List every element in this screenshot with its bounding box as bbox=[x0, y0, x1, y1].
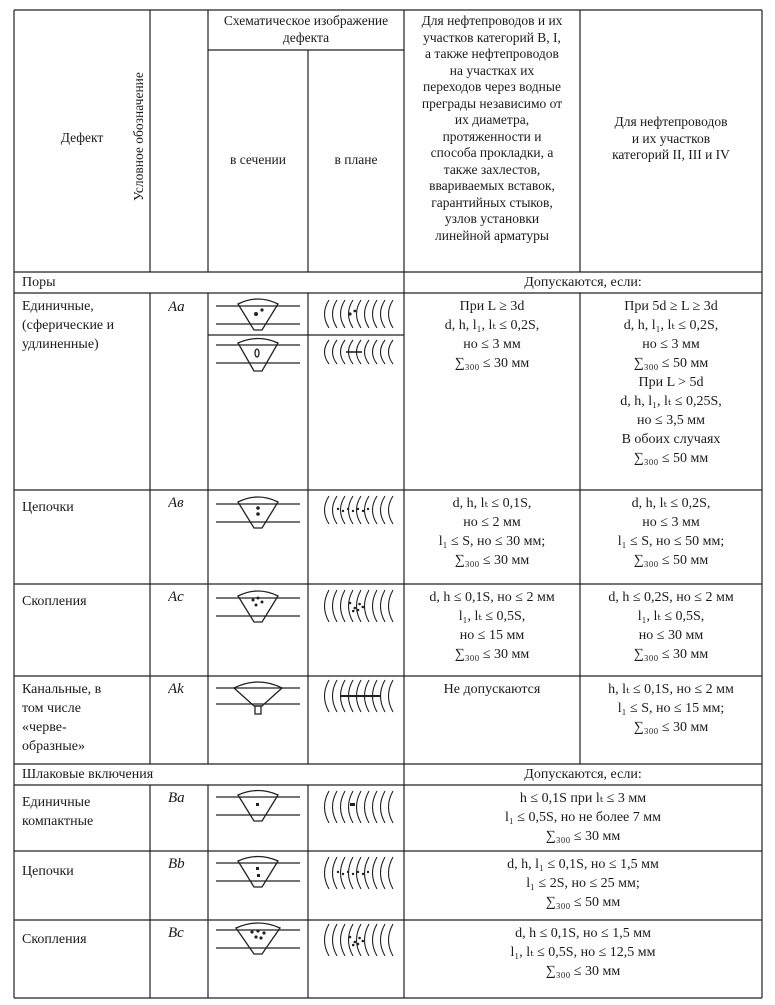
criteria-cat-b: h, lₜ ≤ 0,1S, но ≤ 2 мм l₁ ≤ S, но ≤ 15 мм; ∑₃₀₀ ≤ 30 мм bbox=[608, 682, 734, 735]
criteria-cat-b: При 5d ≥ L ≥ 3d d, h, l₁, lₜ ≤ 0,2S, но ≤ 3 мм ∑₃₀₀ ≤ 50 мм При L > 5d d, h, l₁, lₜ ≤ 0,25S, но ≤ 3,5 мм В обоих случаях ∑₃₀₀ ≤ 50 мм bbox=[620, 299, 722, 466]
section-slag: Шлаковые включения bbox=[22, 767, 154, 782]
criteria-cat-b: d, h ≤ 0,2S, но ≤ 2 мм l₁, lₜ ≤ 0,5S, но ≤ 30 мм ∑₃₀₀ ≤ 30 мм bbox=[608, 590, 734, 662]
defect-symbol: Aв bbox=[168, 495, 184, 511]
header-designation: Условное обозначение bbox=[131, 72, 146, 201]
defect-name-single-compact: Единичные компактные bbox=[22, 795, 94, 829]
criteria-cat-b: d, h, lₜ ≤ 0,2S, но ≤ 3 мм l₁ ≤ S, но ≤ 50 мм; ∑₃₀₀ ≤ 50 мм bbox=[617, 496, 725, 568]
header-defect: Дефект bbox=[60, 130, 104, 145]
defect-symbol: Bc bbox=[168, 925, 184, 941]
defect-symbol: Ak bbox=[168, 681, 184, 697]
defect-name-single: Единичные, (сферические и удлиненные) bbox=[22, 299, 115, 352]
criteria-cat-a: Не допускаются bbox=[443, 682, 541, 697]
section-sketch-pore-spherical bbox=[212, 296, 304, 334]
defect-name-clusters: Скопления bbox=[22, 594, 87, 609]
section-sketch-pore-channel bbox=[212, 680, 304, 720]
defect-name-channel: Канальные, в том числе «черве- образные» bbox=[22, 682, 102, 754]
plan-sketch-pore-spherical bbox=[318, 298, 398, 330]
criteria-cat-a: d, h ≤ 0,1S, но ≤ 2 мм l₁, lₜ ≤ 0,5S, но ≤ 15 мм ∑₃₀₀ ≤ 30 мм bbox=[429, 590, 555, 662]
defect-name-chains: Цепочки bbox=[22, 864, 74, 879]
header-category-a: Для нефтепроводов и их участков категорий B, I, а также нефтепроводов на участках их переходов через водные преграды независимо от их диаметра, протяженности и способа прокладки, а также захлестов, ввариваемых вставок, гарантийных стыков, узлов установки линейной арматуры bbox=[421, 13, 563, 243]
section-pores: Поры bbox=[22, 275, 56, 290]
section-sketch-slag-cluster bbox=[212, 922, 304, 960]
header-category-b: Для нефтепроводов и их участков категорий II, III и IV bbox=[612, 114, 730, 162]
header-in-plan: в плане bbox=[334, 152, 378, 167]
plan-sketch-slag-cluster bbox=[318, 922, 398, 958]
plan-sketch-pore-cluster bbox=[318, 588, 398, 624]
plan-sketch-slag-single bbox=[318, 789, 398, 825]
plan-sketch-slag-chain bbox=[318, 855, 398, 891]
plan-sketch-pore-channel bbox=[318, 678, 398, 714]
section-sketch-pore-chain bbox=[212, 494, 304, 532]
defect-symbol: Aa bbox=[168, 299, 185, 315]
section-sketch-slag-single bbox=[212, 789, 304, 827]
section-sketch-pore-cluster bbox=[212, 588, 304, 626]
plan-sketch-pore-elongated bbox=[318, 338, 398, 366]
plan-sketch-pore-chain bbox=[318, 494, 398, 526]
criteria-all-categories: d, h ≤ 0,1S, но ≤ 1,5 мм l₁, lₜ ≤ 0,5S, но ≤ 12,5 мм ∑₃₀₀ ≤ 30 мм bbox=[510, 926, 656, 979]
defect-name-chains: Цепочки bbox=[22, 500, 74, 515]
defect-symbol: Bb bbox=[168, 856, 185, 872]
criteria-cat-a: d, h, lₜ ≤ 0,1S, но ≤ 2 мм l₁ ≤ S, но ≤ 30 мм; ∑₃₀₀ ≤ 30 мм bbox=[438, 496, 546, 568]
section-sketch-slag-chain bbox=[212, 855, 304, 893]
header-in-section: в сечении bbox=[229, 152, 287, 167]
section-slag-allowed: Допускаются, если: bbox=[524, 767, 642, 782]
defect-symbol: Ac bbox=[168, 589, 184, 605]
criteria-cat-a: При L ≥ 3d d, h, l₁, lₜ ≤ 0,2S, но ≤ 3 мм ∑₃₀₀ ≤ 30 мм bbox=[444, 299, 540, 371]
criteria-all-categories: d, h, l₁ ≤ 0,1S, но ≤ 1,5 мм l₁ ≤ 2S, но ≤ 25 мм; ∑₃₀₀ ≤ 50 мм bbox=[507, 857, 659, 910]
section-sketch-pore-elongated bbox=[212, 337, 304, 375]
criteria-all-categories: h ≤ 0,1S при lₜ ≤ 3 мм l₁ ≤ 0,5S, но не более 7 мм ∑₃₀₀ ≤ 30 мм bbox=[504, 791, 661, 844]
section-pores-allowed: Допускаются, если: bbox=[524, 275, 642, 290]
defect-name-clusters: Скопления bbox=[22, 932, 87, 947]
header-schematic: Схематическое изображение дефекта bbox=[223, 13, 389, 45]
defect-symbol: Ba bbox=[168, 790, 185, 806]
